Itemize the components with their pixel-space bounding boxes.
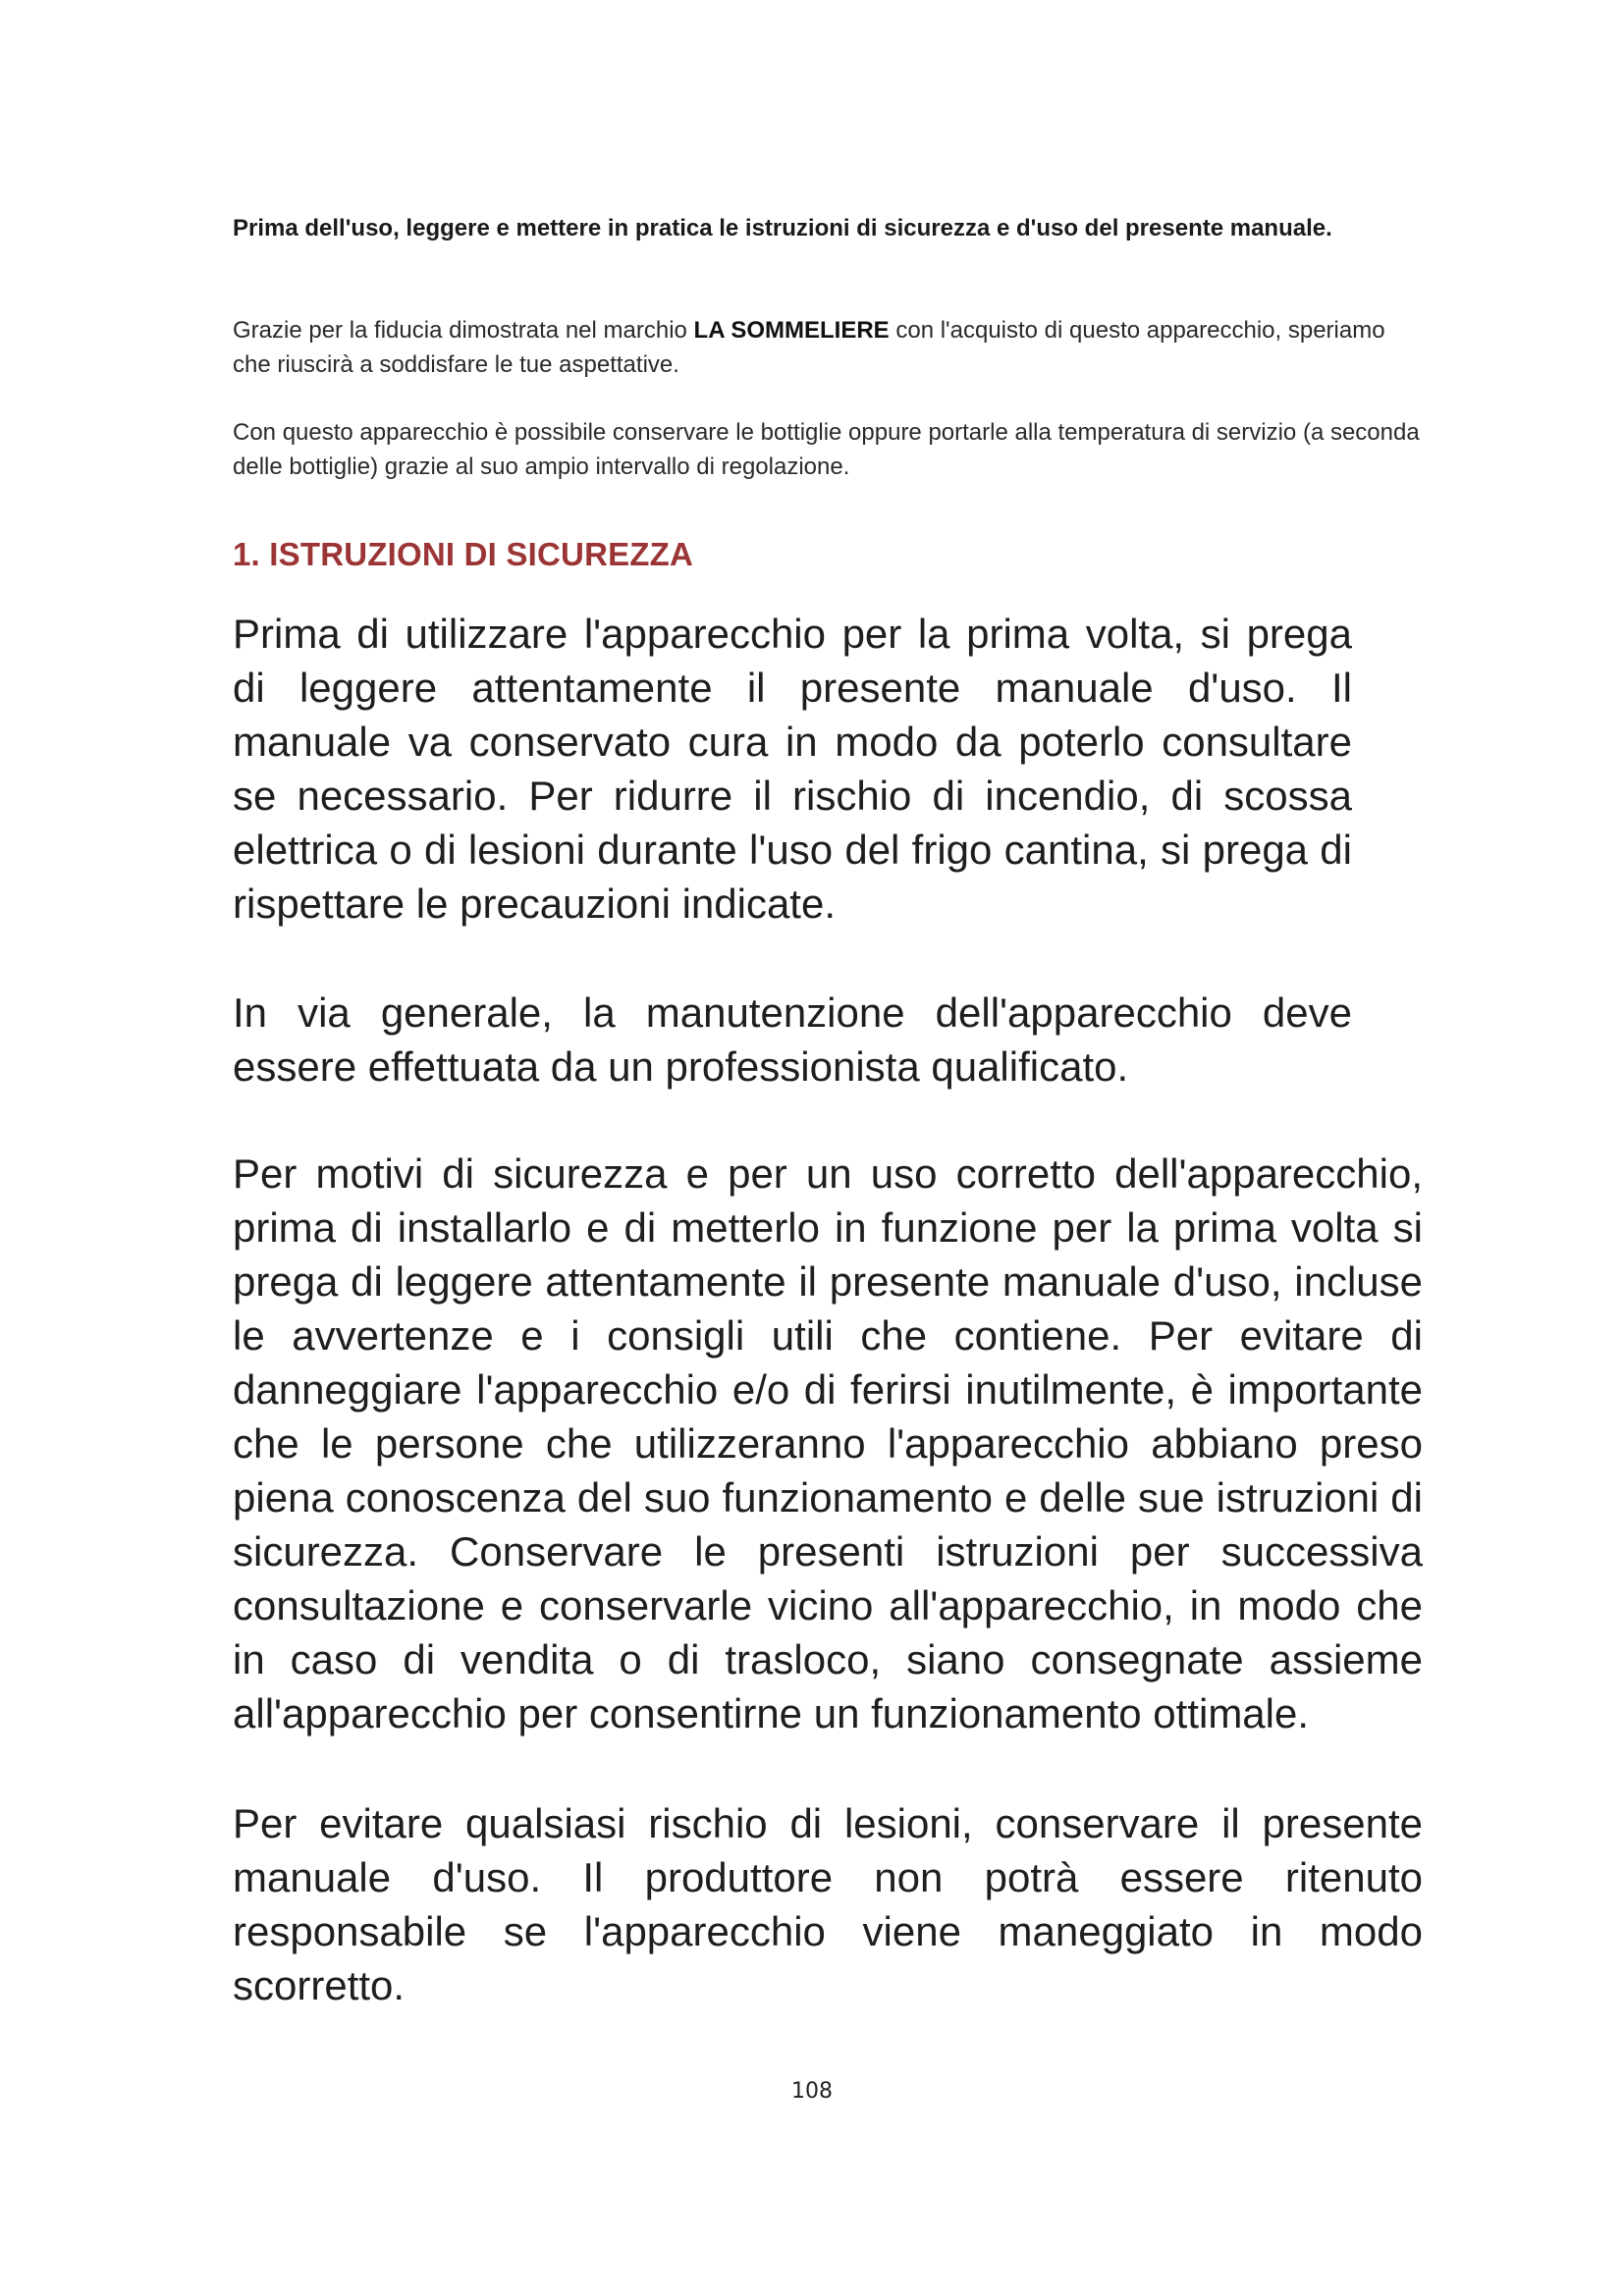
intro-conserve: Con questo apparecchio è possibile conservare le bottiglie oppure portarle alla temperatura di servizio (a seconda delle bottiglie) grazie al suo ampio intervallo di regolazione. — [233, 419, 1420, 480]
intro-thanks — [233, 313, 1423, 382]
safety-paragraph-1 — [233, 607, 1352, 931]
safety-paragraph-3 — [233, 1147, 1423, 1740]
safety-paragraph-3-text: Per motivi di sicurezza e per un uso corretto dell'apparecchio, prima di installarlo e di metterlo in funzione per la prima volta si prega di leggere attentamente il presente manuale d'uso, incluse le avvertenze e i consigli utili che contiene. Per evitare di danneggiare l'apparecchio e/o di ferirsi inutilmente, è importante che le persone che utilizzeranno l'apparecchio abbiano preso piena conoscenza del suo funzionamento e delle sue istruzioni di sicurezza. Conservare le presenti istruzioni per successiva consultazione e conservarle vicino all'apparecchio, in modo che in caso di vendita o di trasloco, siano consegnate assieme all'apparecchio per consentirne un funzionamento ottimale. — [233, 1150, 1423, 1736]
intro-thanks-before: Grazie per la fiducia dimostrata nel marchio — [233, 317, 694, 344]
brand-name: LA SOMMELIERE — [693, 317, 890, 344]
intro-warning: Prima dell'uso, leggere e mettere in pratica le istruzioni di sicurezza e d'uso del presente manuale. — [233, 215, 1332, 241]
section-heading: 1. ISTRUZIONI DI SICUREZZA — [233, 536, 694, 572]
safety-paragraph-4 — [233, 1796, 1423, 2012]
safety-paragraph-2 — [233, 986, 1352, 1094]
safety-paragraph-1-text: Prima di utilizzare l'apparecchio per la prima volta, si prega di leggere attentamente il presente manuale d'uso. Il manuale va conservato cura in modo da poterlo consultare se necessario. Per ridurre il rischio di incendio, di scossa elettrica o di lesioni durante l'uso del frigo cantina, si prega di rispettare le precauzioni indicate. — [233, 611, 1352, 927]
intro-thanks-after: con l'acquisto di questo apparecchio, speriamo che riuscirà a soddisfare le tue aspettative. — [233, 317, 1385, 378]
page-number: 108 — [791, 2079, 833, 2104]
safety-paragraph-4-text: Per evitare qualsiasi rischio di lesioni, conservare il presente manuale d'uso. Il produttore non potrà essere ritenuto responsabile se l'apparecchio viene maneggiato in modo scorretto. — [233, 1800, 1423, 2008]
safety-paragraph-2-text: In via generale, la manutenzione dell'apparecchio deve essere effettuata da un professionista qualificato. — [233, 989, 1352, 1090]
